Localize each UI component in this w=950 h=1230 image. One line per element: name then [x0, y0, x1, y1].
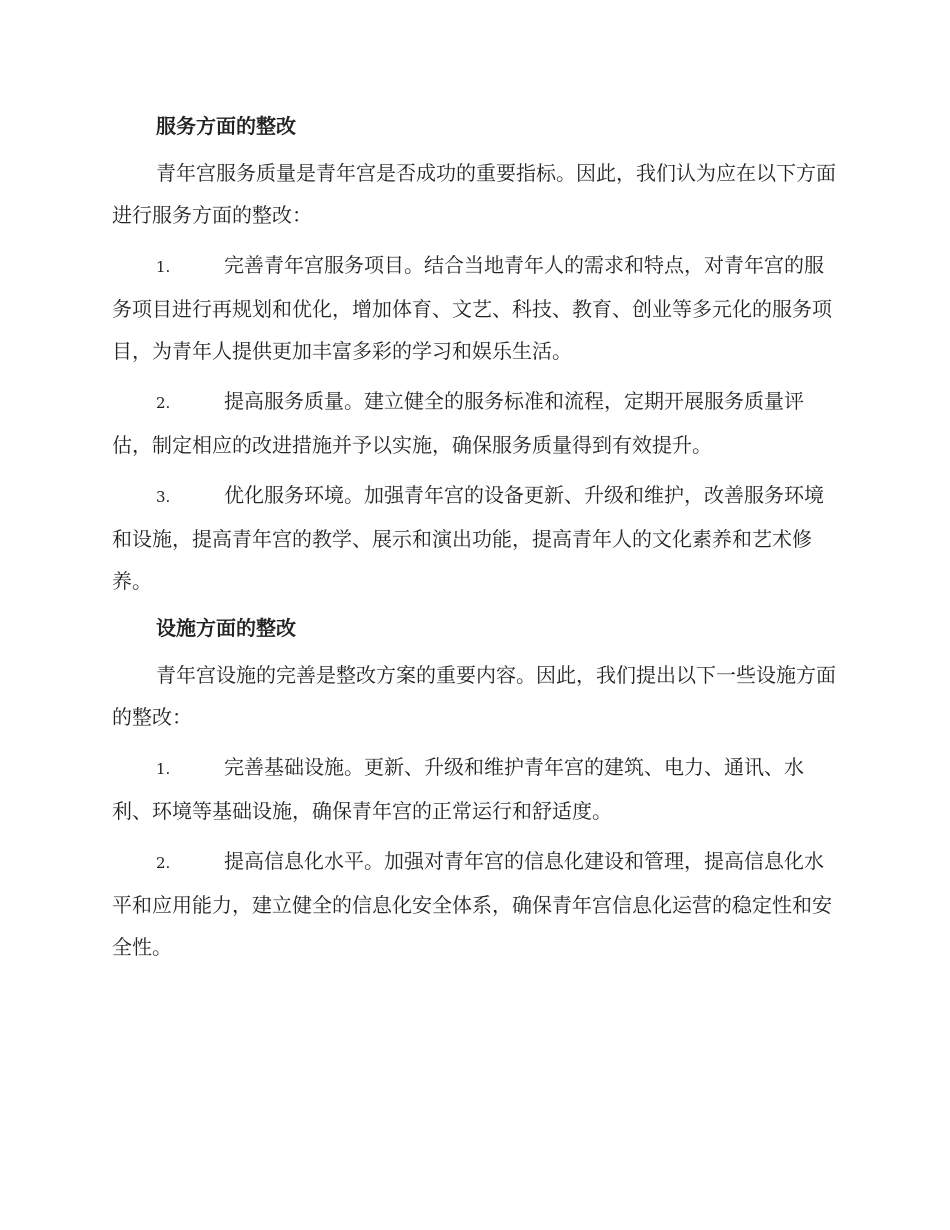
list-item — [112, 840, 836, 968]
list-item — [112, 244, 836, 372]
section-intro-service: 青年宫服务质量是青年宫是否成功的重要指标。因此，我们认为应在以下方面进行服务方面的整改： — [112, 161, 836, 227]
document-body — [112, 108, 836, 976]
list-item-number: 2. — [156, 854, 171, 872]
list-item-text: 提高服务质量。建立健全的服务标准和流程，定期开展服务质量评估，制定相应的改进措施并予以实施，确保服务质量得到有效提升。 — [112, 389, 804, 457]
list-item — [112, 380, 836, 466]
list-item-number: 2. — [156, 394, 171, 412]
list-item-text: 完善基础设施。更新、升级和维护青年宫的建筑、电力、通讯、水利、环境等基础设施，确保青年宫的正常运行和舒适度。 — [112, 755, 804, 823]
list-item-text: 提高信息化水平。加强对青年宫的信息化建设和管理，提高信息化水平和应用能力，建立健全的信息化安全体系，确保青年宫信息化运营的稳定性和安全性。 — [112, 849, 832, 959]
list-item-text: 优化服务环境。加强青年宫的设备更新、升级和维护，改善服务环境和设施，提高青年宫的教学、展示和演出功能，提高青年人的文化素养和艺术修养。 — [112, 483, 824, 593]
list-item-text: 完善青年宫服务项目。结合当地青年人的需求和特点，对青年宫的服务项目进行再规划和优化，增加体育、文艺、科技、教育、创业等多元化的服务项目，为青年人提供更加丰富多彩的学习和娱乐生活。 — [112, 253, 832, 363]
section-intro-facilities: 青年宫设施的完善是整改方案的重要内容。因此，我们提出以下一些设施方面的整改： — [112, 663, 836, 729]
list-item — [112, 474, 836, 602]
section-heading-facilities: 设施方面的整改 — [156, 616, 296, 640]
list-item-number: 1. — [156, 258, 171, 276]
list-item-number: 3. — [156, 488, 171, 506]
section-heading-service: 服务方面的整改 — [156, 114, 296, 138]
list-item-number: 1. — [156, 760, 171, 778]
list-item — [112, 746, 836, 832]
